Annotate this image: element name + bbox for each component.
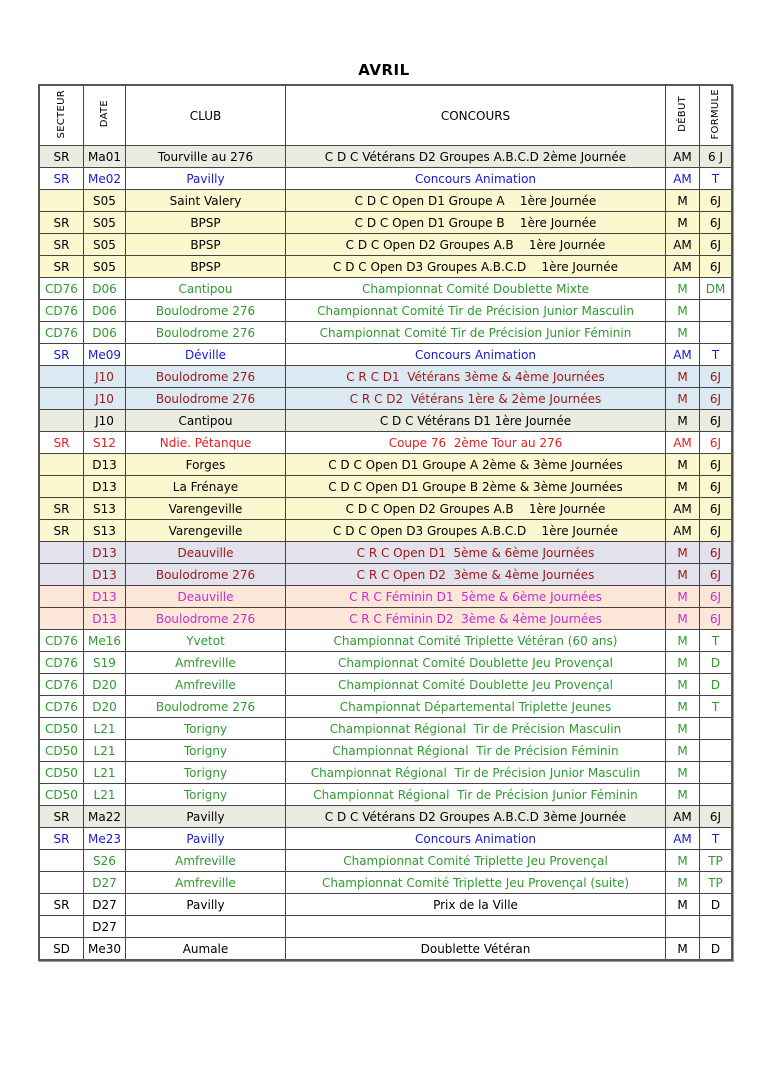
cell-club: Pavilly: [126, 806, 286, 828]
cell-date: S05: [84, 212, 126, 234]
cell-formule: 6J: [700, 366, 733, 388]
cell-debut: M: [666, 872, 700, 894]
cell-date: S05: [84, 234, 126, 256]
cell-formule: 6J: [700, 454, 733, 476]
cell-debut: AM: [666, 520, 700, 542]
cell-formule: D: [700, 652, 733, 674]
cell-debut: M: [666, 322, 700, 344]
cell-debut: AM: [666, 344, 700, 366]
table-row: [39, 344, 732, 366]
cell-club: Torigny: [126, 740, 286, 762]
cell-concours: C D C Open D3 Groupes A.B.C.D 1ère Journée: [286, 520, 666, 542]
cell-club: Amfreville: [126, 872, 286, 894]
cell-concours: Doublette Vétéran: [286, 938, 666, 961]
cell-concours: C D C Vétérans D1 1ère Journée: [286, 410, 666, 432]
cell-club: Varengeville: [126, 520, 286, 542]
cell-formule: T: [700, 168, 733, 190]
header-date: [84, 85, 126, 146]
cell-club: Yvetot: [126, 630, 286, 652]
cell-formule: T: [700, 344, 733, 366]
cell-debut: M: [666, 212, 700, 234]
cell-formule: T: [700, 696, 733, 718]
cell-secteur: CD76: [39, 630, 84, 652]
cell-formule: D: [700, 674, 733, 696]
cell-concours: Championnat Régional Tir de Précision Masculin: [286, 718, 666, 740]
cell-secteur: SD: [39, 938, 84, 961]
cell-date: J10: [84, 366, 126, 388]
table-row: [39, 542, 732, 564]
cell-concours: Championnat Comité Triplette Jeu Provençal (suite): [286, 872, 666, 894]
table-row: [39, 168, 732, 190]
cell-concours: C D C Vétérans D2 Groupes A.B.C.D 2ème Journée: [286, 146, 666, 168]
cell-club: Boulodrome 276: [126, 696, 286, 718]
cell-date: D13: [84, 586, 126, 608]
cell-concours: C D C Open D1 Groupe B 2ème & 3ème Journées: [286, 476, 666, 498]
cell-date: D13: [84, 564, 126, 586]
table-row: [39, 586, 732, 608]
cell-formule: 6J: [700, 388, 733, 410]
table-row: [39, 916, 732, 938]
cell-formule: 6J: [700, 498, 733, 520]
cell-formule: [700, 916, 733, 938]
cell-concours: Concours Animation: [286, 168, 666, 190]
cell-debut: M: [666, 586, 700, 608]
cell-concours: Championnat Régional Tir de Précision Junior Masculin: [286, 762, 666, 784]
cell-secteur: [39, 454, 84, 476]
cell-club: Pavilly: [126, 828, 286, 850]
cell-formule: 6J: [700, 608, 733, 630]
cell-debut: M: [666, 938, 700, 961]
cell-date: Me30: [84, 938, 126, 961]
cell-secteur: SR: [39, 432, 84, 454]
cell-concours: Championnat Comité Triplette Jeu Provençal: [286, 850, 666, 872]
cell-club: Amfreville: [126, 674, 286, 696]
cell-club: Deauville: [126, 542, 286, 564]
table-row: [39, 828, 732, 850]
cell-club: Varengeville: [126, 498, 286, 520]
cell-secteur: [39, 388, 84, 410]
header-debut: [666, 85, 700, 146]
cell-club: BPSP: [126, 212, 286, 234]
cell-club: Cantipou: [126, 410, 286, 432]
cell-debut: M: [666, 278, 700, 300]
table-row: [39, 432, 732, 454]
cell-date: Ma01: [84, 146, 126, 168]
cell-formule: 6J: [700, 806, 733, 828]
cell-secteur: SR: [39, 168, 84, 190]
cell-debut: M: [666, 652, 700, 674]
cell-secteur: CD76: [39, 300, 84, 322]
cell-club: Pavilly: [126, 168, 286, 190]
table-row: [39, 762, 732, 784]
cell-concours: Championnat Régional Tir de Précision Féminin: [286, 740, 666, 762]
table-row: [39, 410, 732, 432]
table-row: [39, 630, 732, 652]
cell-formule: DM: [700, 278, 733, 300]
cell-date: D27: [84, 872, 126, 894]
cell-debut: AM: [666, 168, 700, 190]
cell-secteur: [39, 586, 84, 608]
cell-secteur: [39, 366, 84, 388]
cell-date: Me02: [84, 168, 126, 190]
cell-debut: M: [666, 476, 700, 498]
cell-concours: C D C Open D1 Groupe A 1ère Journée: [286, 190, 666, 212]
cell-formule: 6J: [700, 212, 733, 234]
cell-date: D13: [84, 542, 126, 564]
cell-concours: C D C Open D2 Groupes A.B 1ère Journée: [286, 498, 666, 520]
cell-debut: M: [666, 762, 700, 784]
cell-concours: Championnat Comité Doublette Mixte: [286, 278, 666, 300]
cell-date: L21: [84, 718, 126, 740]
cell-club: Boulodrome 276: [126, 608, 286, 630]
cell-concours: [286, 916, 666, 938]
cell-formule: 6J: [700, 410, 733, 432]
cell-secteur: CD50: [39, 762, 84, 784]
table-row: [39, 740, 732, 762]
cell-debut: M: [666, 740, 700, 762]
cell-secteur: SR: [39, 212, 84, 234]
cell-concours: C R C Open D1 5ème & 6ème Journées: [286, 542, 666, 564]
cell-date: D27: [84, 916, 126, 938]
cell-secteur: SR: [39, 234, 84, 256]
cell-secteur: [39, 542, 84, 564]
cell-secteur: SR: [39, 498, 84, 520]
cell-club: Pavilly: [126, 894, 286, 916]
cell-debut: M: [666, 542, 700, 564]
cell-debut: M: [666, 564, 700, 586]
table-row: [39, 696, 732, 718]
cell-debut: M: [666, 894, 700, 916]
cell-secteur: [39, 190, 84, 212]
header-secteur-label: SECTEUR: [56, 89, 67, 139]
cell-club: Amfreville: [126, 652, 286, 674]
cell-formule: [700, 322, 733, 344]
cell-secteur: SR: [39, 520, 84, 542]
cell-formule: 6J: [700, 234, 733, 256]
cell-debut: AM: [666, 234, 700, 256]
cell-secteur: [39, 608, 84, 630]
table-row: [39, 520, 732, 542]
cell-concours: C R C D1 Vétérans 3ème & 4ème Journées: [286, 366, 666, 388]
header-concours: CONCOURS: [286, 85, 666, 146]
cell-formule: T: [700, 828, 733, 850]
cell-debut: M: [666, 454, 700, 476]
cell-club: [126, 916, 286, 938]
cell-formule: [700, 740, 733, 762]
cell-debut: AM: [666, 828, 700, 850]
cell-concours: C D C Open D2 Groupes A.B 1ère Journée: [286, 234, 666, 256]
cell-secteur: [39, 916, 84, 938]
cell-concours: Championnat Comité Tir de Précision Junior Masculin: [286, 300, 666, 322]
cell-club: Tourville au 276: [126, 146, 286, 168]
table-row: [39, 652, 732, 674]
cell-debut: M: [666, 718, 700, 740]
cell-date: S13: [84, 498, 126, 520]
cell-formule: 6J: [700, 256, 733, 278]
cell-date: Me09: [84, 344, 126, 366]
cell-club: Boulodrome 276: [126, 300, 286, 322]
cell-formule: 6J: [700, 564, 733, 586]
cell-concours: Championnat Régional Tir de Précision Junior Féminin: [286, 784, 666, 806]
table-row: [39, 894, 732, 916]
header-formule: [700, 85, 733, 146]
cell-concours: C R C Féminin D2 3ème & 4ème Journées: [286, 608, 666, 630]
cell-date: D13: [84, 454, 126, 476]
cell-club: Forges: [126, 454, 286, 476]
table-row: [39, 300, 732, 322]
table-row: [39, 234, 732, 256]
cell-date: L21: [84, 762, 126, 784]
cell-formule: 6J: [700, 432, 733, 454]
cell-secteur: CD76: [39, 652, 84, 674]
table-row: [39, 784, 732, 806]
table-row: [39, 476, 732, 498]
cell-secteur: SR: [39, 806, 84, 828]
cell-secteur: SR: [39, 828, 84, 850]
cell-debut: M: [666, 388, 700, 410]
cell-date: D06: [84, 278, 126, 300]
header-secteur: [39, 85, 84, 146]
table-row: [39, 498, 732, 520]
header-debut-label: DÉBUT: [677, 96, 688, 132]
cell-formule: [700, 762, 733, 784]
cell-club: Boulodrome 276: [126, 366, 286, 388]
cell-debut: M: [666, 410, 700, 432]
cell-concours: Concours Animation: [286, 828, 666, 850]
cell-club: Boulodrome 276: [126, 388, 286, 410]
cell-formule: [700, 300, 733, 322]
header-formule-label: FORMULE: [710, 88, 721, 140]
schedule-table: [38, 84, 733, 961]
cell-date: D13: [84, 608, 126, 630]
cell-secteur: CD50: [39, 718, 84, 740]
cell-formule: 6J: [700, 190, 733, 212]
cell-date: D27: [84, 894, 126, 916]
cell-formule: TP: [700, 850, 733, 872]
table-row: [39, 608, 732, 630]
cell-secteur: CD50: [39, 784, 84, 806]
cell-formule: 6 J: [700, 146, 733, 168]
cell-concours: C D C Open D1 Groupe A 2ème & 3ème Journées: [286, 454, 666, 476]
cell-debut: AM: [666, 498, 700, 520]
cell-club: Boulodrome 276: [126, 322, 286, 344]
cell-debut: M: [666, 190, 700, 212]
cell-formule: D: [700, 938, 733, 961]
cell-debut: AM: [666, 432, 700, 454]
cell-date: D06: [84, 322, 126, 344]
cell-date: S12: [84, 432, 126, 454]
cell-formule: T: [700, 630, 733, 652]
cell-formule: 6J: [700, 520, 733, 542]
cell-date: S13: [84, 520, 126, 542]
cell-date: S26: [84, 850, 126, 872]
cell-date: S19: [84, 652, 126, 674]
cell-secteur: SR: [39, 894, 84, 916]
cell-secteur: [39, 872, 84, 894]
cell-club: La Frénaye: [126, 476, 286, 498]
cell-concours: Coupe 76 2ème Tour au 276: [286, 432, 666, 454]
page-title: AVRIL: [358, 61, 410, 79]
cell-secteur: CD50: [39, 740, 84, 762]
cell-date: L21: [84, 784, 126, 806]
cell-club: Saint Valery: [126, 190, 286, 212]
table-row: [39, 938, 732, 961]
cell-concours: C R C Open D2 3ème & 4ème Journées: [286, 564, 666, 586]
cell-formule: TP: [700, 872, 733, 894]
cell-concours: Championnat Départemental Triplette Jeunes: [286, 696, 666, 718]
cell-date: D20: [84, 674, 126, 696]
cell-concours: C D C Open D1 Groupe B 1ère Journée: [286, 212, 666, 234]
cell-secteur: CD76: [39, 674, 84, 696]
cell-debut: [666, 916, 700, 938]
cell-concours: Championnat Comité Doublette Jeu Provençal: [286, 652, 666, 674]
cell-formule: 6J: [700, 476, 733, 498]
cell-date: D20: [84, 696, 126, 718]
cell-concours: Prix de la Ville: [286, 894, 666, 916]
cell-club: Déville: [126, 344, 286, 366]
cell-club: Torigny: [126, 784, 286, 806]
table-body: [39, 146, 732, 961]
cell-date: J10: [84, 410, 126, 432]
cell-club: Torigny: [126, 718, 286, 740]
cell-club: Torigny: [126, 762, 286, 784]
cell-debut: M: [666, 850, 700, 872]
cell-secteur: CD76: [39, 696, 84, 718]
cell-secteur: SR: [39, 256, 84, 278]
table-row: [39, 146, 732, 168]
cell-concours: Championnat Comité Doublette Jeu Provençal: [286, 674, 666, 696]
cell-concours: C R C D2 Vétérans 1ère & 2ème Journées: [286, 388, 666, 410]
table-row: [39, 872, 732, 894]
table-row: [39, 366, 732, 388]
cell-secteur: CD76: [39, 322, 84, 344]
cell-debut: AM: [666, 806, 700, 828]
cell-date: D06: [84, 300, 126, 322]
cell-club: Aumale: [126, 938, 286, 961]
header-club: CLUB: [126, 85, 286, 146]
cell-club: Deauville: [126, 586, 286, 608]
cell-formule: [700, 718, 733, 740]
cell-debut: M: [666, 784, 700, 806]
table-row: [39, 850, 732, 872]
table-row: [39, 322, 732, 344]
cell-concours: C R C Féminin D1 5ème & 6ème Journées: [286, 586, 666, 608]
cell-date: S05: [84, 256, 126, 278]
cell-concours: C D C Open D3 Groupes A.B.C.D 1ère Journée: [286, 256, 666, 278]
cell-formule: 6J: [700, 586, 733, 608]
table-row: [39, 718, 732, 740]
cell-date: Me23: [84, 828, 126, 850]
cell-club: Ndie. Pétanque: [126, 432, 286, 454]
cell-formule: D: [700, 894, 733, 916]
cell-debut: AM: [666, 146, 700, 168]
cell-concours: C D C Vétérans D2 Groupes A.B.C.D 3ème Journée: [286, 806, 666, 828]
cell-concours: Concours Animation: [286, 344, 666, 366]
cell-concours: Championnat Comité Tir de Précision Junior Féminin: [286, 322, 666, 344]
cell-debut: M: [666, 696, 700, 718]
cell-secteur: SR: [39, 146, 84, 168]
cell-date: J10: [84, 388, 126, 410]
cell-date: L21: [84, 740, 126, 762]
cell-date: Me16: [84, 630, 126, 652]
table-row: [39, 674, 732, 696]
table-row: [39, 190, 732, 212]
cell-formule: [700, 784, 733, 806]
cell-debut: M: [666, 366, 700, 388]
table-row: [39, 278, 732, 300]
cell-debut: M: [666, 674, 700, 696]
table-row: [39, 388, 732, 410]
cell-club: Cantipou: [126, 278, 286, 300]
cell-club: BPSP: [126, 256, 286, 278]
table-row: [39, 212, 732, 234]
cell-secteur: [39, 850, 84, 872]
cell-club: Boulodrome 276: [126, 564, 286, 586]
header-row: [39, 85, 732, 146]
cell-formule: 6J: [700, 542, 733, 564]
cell-debut: M: [666, 630, 700, 652]
cell-debut: M: [666, 608, 700, 630]
cell-secteur: [39, 564, 84, 586]
table-row: [39, 454, 732, 476]
header-date-label: DATE: [99, 100, 110, 128]
cell-secteur: [39, 476, 84, 498]
cell-secteur: CD76: [39, 278, 84, 300]
cell-concours: Championnat Comité Triplette Vétéran (60 ans): [286, 630, 666, 652]
cell-club: BPSP: [126, 234, 286, 256]
cell-debut: AM: [666, 256, 700, 278]
table-row: [39, 806, 732, 828]
cell-debut: M: [666, 300, 700, 322]
cell-secteur: [39, 410, 84, 432]
cell-date: D13: [84, 476, 126, 498]
cell-secteur: SR: [39, 344, 84, 366]
table-row: [39, 256, 732, 278]
cell-date: Ma22: [84, 806, 126, 828]
table-row: [39, 564, 732, 586]
cell-club: Amfreville: [126, 850, 286, 872]
cell-date: S05: [84, 190, 126, 212]
